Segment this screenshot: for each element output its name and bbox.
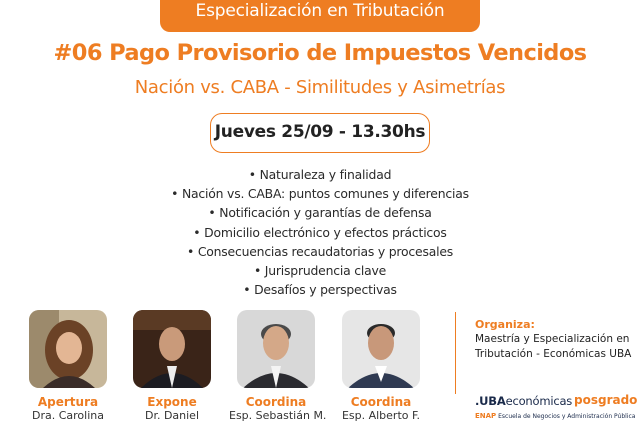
speaker-name: Esp. Alberto F. (341, 409, 421, 422)
enap-logo: ENAP Escuela de Negocios y Administración Pública (475, 412, 636, 420)
topic-item: • Nación vs. CABA: puntos comunes y diferencias (0, 184, 640, 203)
speaker-role: Apertura (37, 395, 99, 409)
topics-list (0, 165, 640, 299)
speaker-photo (342, 310, 420, 388)
topic-item: • Jurisprudencia clave (0, 261, 640, 280)
speaker-name: Dra. Carolina (32, 409, 104, 422)
speaker-name: Esp. Sebastián M. (229, 409, 327, 422)
speaker-role: Expone (147, 395, 197, 409)
posgrado-logo: posgrado (574, 393, 638, 407)
speaker-role: Coordina (350, 395, 412, 409)
uba-economicas-logo: .UBAeconómicas (475, 394, 573, 408)
event-title: #06 Pago Provisorio de Impuestos Vencidos (53, 40, 587, 66)
topic-item: • Domicilio electrónico y efectos prácticos (0, 223, 640, 242)
topic-item: • Naturaleza y finalidad (0, 165, 640, 184)
topic-item: • Desafíos y perspectivas (0, 280, 640, 299)
organizer-label: Organiza: (475, 318, 535, 331)
speaker-role: Coordina (245, 395, 307, 409)
speaker-card (334, 310, 428, 423)
header-banner: Especialización en Tributación (160, 0, 480, 32)
speaker-card (229, 310, 327, 423)
speaker-card (125, 310, 219, 423)
topic-item: • Notificación y garantías de defensa (0, 203, 640, 222)
topic-item: • Consecuencias recaudatorias y procesales (0, 242, 640, 261)
speaker-photo (133, 310, 211, 388)
organizer-divider (455, 312, 456, 394)
speaker-photo (29, 310, 107, 388)
organizer-text: Maestría y Especialización en Tributación - Económicas UBA (475, 333, 632, 360)
event-subtitle: Nación vs. CABA - Similitudes y Asimetrías (134, 77, 506, 98)
speaker-name: Dr. Daniel (144, 409, 200, 422)
speaker-photo (237, 310, 315, 388)
speaker-card (21, 310, 115, 423)
event-date: Jueves 25/09 - 13.30hs (210, 113, 430, 153)
